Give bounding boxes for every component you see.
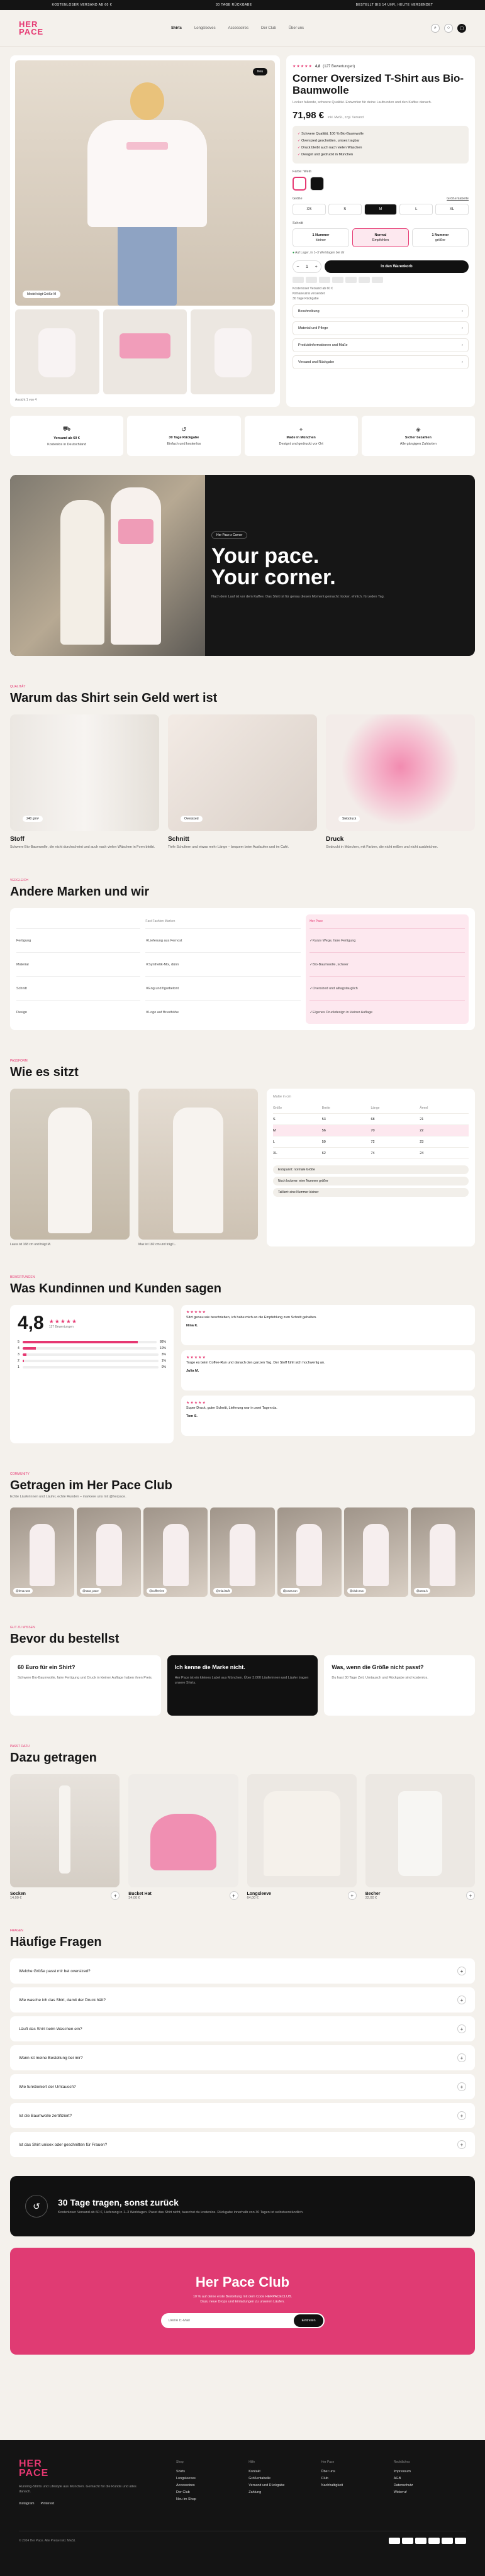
community-photo[interactable]: @club.muc [344,1507,408,1597]
section-title: Warum das Shirt sein Geld wert ist [10,691,218,705]
nav-item-about[interactable]: Über uns [288,26,304,30]
rating-bar: 3 3% [18,1353,166,1357]
faq-item[interactable]: Ist das Shirt unisex oder geschnitten für Frauen? + [10,2132,475,2157]
add-icon[interactable]: + [466,1891,475,1900]
benefit-item: ↺ 30 Tage Rückgabe Einfach und kostenlos [127,416,240,456]
chevron-icon: › [462,309,463,313]
section-kicker: GUT ZU WISSEN [10,1626,35,1629]
benefit-item: ⛟ Versand ab 60 € Kostenlos in Deutschland [10,416,123,456]
review-card: ★★★★★ Trage es beim Coffee-Run und danach den ganzen Tag. Der Stoff fühlt sich hochwertig an. Julia M. [181,1350,475,1391]
payment-icon [372,277,383,283]
join-button[interactable]: Eintreten [294,2314,323,2327]
logo[interactable]: HER PACE [19,19,44,36]
community-gallery [10,1507,475,1597]
minus-icon[interactable]: − [296,264,299,269]
stock-note: ● Auf Lager, in 1–3 Werktagen bei dir [293,251,345,255]
returns-banner: ↺ 30 Tage tragen, sonst zurück Kostenloser Versand ab 60 €, Lieferung in 1–3 Werktagen. Passt das Shirt nicht, tauschst du kostenlos. Rückgabe innerhalb von 30 Tagen ist selbstverständlich. [10,2176,475,2236]
section-title: Was Kundinnen und Kunden sagen [10,1282,221,1296]
comparison-table: Fertigung Material Schnitt Design Fast Fashion Marken ✕ Lieferung aus Fernost ✕ Synthetik-Mix, dünn ✕ Eng und figurbetont ✕ Logo auf Brusthöhe Her Pace ✓ Kurze Wege, faire Fertigung ✓ Bio-Baumwolle, schwer ✓ Oversized und alltagstauglich ✓ Eigenes Druckdesign in kleiner Auflage [10,908,475,1030]
thumbnail[interactable] [103,309,187,394]
size-option[interactable]: S [328,204,362,215]
size-option[interactable]: XS [293,204,326,215]
return-icon: ↺ [25,2195,48,2218]
rating-bar: 4 10% [18,1346,166,1350]
section-kicker: PASSFORM [10,1059,28,1063]
chevron-icon: › [462,360,463,364]
community-photo[interactable]: @sara_pace [77,1507,141,1597]
product-card[interactable]: Bucket Hat 34,00 € + [128,1774,238,1900]
announcement-bar [0,0,485,10]
hero-title: Your pace. Your corner. [211,544,336,589]
accordion-shipping[interactable]: Versand und Rückgabe › [293,355,469,369]
fit-option[interactable]: 1 Nummer größer [412,228,469,247]
objection-card: Ich kenne die Marke nicht. Her Pace ist ein kleines Label aus München. Über 3.000 Läuferinnen und Läufer tragen unsere Shirts. [167,1655,318,1716]
fit-label: Schnitt [293,221,303,225]
user-icon[interactable]: ○ [444,24,453,33]
site-footer: HER PACE Running-Shirts und Lifestyle aus München. Gemacht für die Runde und alles danach. Instagram Pinterest Shop Shirts Longsleeves Accessoires Der Club Neu im Shop Hilfe Kontakt Größentabelle Versand und Rückgabe Zahlung Her Pace Über uns Club Nachhaltigkeit Rechtliches Impressum AGB Datenschutz Widerruf © 2024 Her Pace. Alle Preise inkl. MwSt. [0,2440,485,2576]
faq-item[interactable]: Welche Größe passt mir bei oversized? + [10,1958,475,1984]
color-label: Farbe: Weiß [293,170,312,174]
section-kicker: BEWERTUNGEN [10,1275,35,1279]
plus-icon: + [457,2053,466,2062]
brand-hero [10,475,475,656]
section-title: Dazu getragen [10,1751,97,1765]
feature-list: ✓ Schwere Qualität, 100 % Bio-Baumwolle ✓ Oversized geschnitten, unisex tragbar ✓ Druck bleibt auch nach vielen Wäschen ✓ Designt und gedruckt in München [293,126,469,164]
product-gallery [10,55,280,407]
community-photo[interactable]: @mia.läuft [210,1507,274,1597]
fit-photo: Laura ist 168 cm und trägt M. [10,1089,130,1246]
newsletter-signup: Her Pace Club 10 % auf deine erste Bestellung mit dem Code HERPACECLUB. Dazu neue Drops und Einladungen zu unseren Läufen. Deine E-Mail Eintreten [10,2248,475,2355]
hero-image [10,475,205,656]
benefit-item: ⌖ Made in München Designt und gedruckt vor Ort [245,416,358,456]
review-card: ★★★★★ Sitzt genau wie beschrieben, ich habe mich an die Empfehlung zum Schnitt gehalten. Nina K. [181,1305,475,1345]
plus-icon: + [457,2140,466,2149]
return-icon: ↺ [181,426,187,433]
section-title: Wie es sitzt [10,1065,79,1079]
product-info [286,55,475,407]
size-selector [293,204,469,215]
stars-icon: ★★★★★ [293,65,313,69]
thumbnail[interactable] [191,309,275,394]
quantity-stepper[interactable]: − 1 + [293,260,321,273]
product-card[interactable]: Longsleeve 64,00 € + [247,1774,357,1900]
delivery-notes: Kostenloser Versand ab 60 € Klimaneutral versendet 30 Tage Rückgabe [293,287,333,301]
nav-item-shirts[interactable]: Shirts [170,26,182,30]
section-title: Getragen im Her Pace Club [10,1479,172,1492]
add-icon[interactable]: + [230,1891,238,1900]
rating-bar: 2 1% [18,1359,166,1363]
main-nav [44,26,431,30]
quality-card: 240 g/m² Stoff Schwere Bio-Baumwolle, die nicht durchscheint und auch nach vielen Wäschen in Form bleibt. [10,714,159,850]
thumbnail[interactable] [15,309,99,394]
fit-photo: Max ist 182 cm und trägt L. [138,1089,258,1246]
pinterest-link[interactable]: Pinterest [40,2502,55,2506]
community-photo[interactable]: @jonas.run [277,1507,342,1597]
rating-bar: 1 0% [18,1365,166,1369]
product-section [10,55,475,407]
payment-icon [319,277,330,283]
faq-item[interactable]: Wie wasche ich das Shirt, damit der Druck hält? + [10,1987,475,2012]
search-icon[interactable]: ⌕ [431,24,440,33]
accordion-description[interactable]: Beschreibung › [293,304,469,318]
plus-icon: + [457,2111,466,2120]
size-guide-link[interactable]: Größentabelle [447,197,469,201]
product-card[interactable]: Becher 22,00 € + [365,1774,475,1900]
payment-icon [332,277,343,283]
section-title: Bevor du bestellst [10,1632,120,1646]
instagram-link[interactable]: Instagram [19,2502,35,2506]
announcement-text: KOSTENLOSER VERSAND AB 60 € [52,3,112,7]
faq-item[interactable]: Läuft das Shirt beim Waschen ein? + [10,2016,475,2041]
color-swatch-black[interactable] [310,177,324,191]
plus-icon[interactable]: + [315,264,318,269]
product-price: 71,98 € inkl. MwSt., zzgl. Versand [293,110,364,121]
objection-card: Was, wenn die Größe nicht passt? Du hast 30 Tage Zeit. Umtausch und Rückgabe sind kostenlos. [324,1655,475,1716]
announcement-text: BESTELLT BIS 14 UHR, HEUTE VERSENDET [355,3,433,7]
nav-item-longsleeves[interactable]: Longsleeves [194,26,216,30]
copyright: © 2024 Her Pace. Alle Preise inkl. MwSt. [19,2539,76,2543]
community-photo[interactable]: @anna.k [411,1507,475,1597]
section-kicker: PASST DAZU [10,1745,30,1748]
size-option-selected[interactable]: M [364,204,398,215]
product-subtitle: Locker fallende, schwere Qualität. Entworfen für deine Laufrunden und den Kaffee danach. [293,101,432,104]
product-rating[interactable]: ★★★★★ 4,8 (127 Bewertungen) [293,64,355,69]
objection-card: 60 Euro für ein Shirt? Schwere Bio-Baumwolle, faire Fertigung und Druck in kleiner Auflage haben ihren Preis. [10,1655,161,1716]
plus-icon: + [457,1996,466,2004]
site-header [0,10,485,47]
footer-logo[interactable]: HER PACE [19,2458,49,2479]
size-label: Größe [293,197,303,201]
hero-text: Nach dem Lauf ist vor dem Kaffee. Das Shirt ist für genau diesen Moment gemacht: locker, ehrlich, für jeden Tag. [211,595,385,599]
fit-option[interactable]: 1 Nummer kleiner [293,228,349,247]
shield-icon: ◈ [416,426,421,433]
section-kicker: QUALITÄT [10,685,26,689]
fit-selector [293,228,469,247]
benefit-bar [10,416,475,456]
plus-icon: + [457,1967,466,1975]
chevron-icon: › [462,326,463,330]
product-title: Corner Oversized T-Shirt aus Bio-Baumwolle [293,72,464,96]
rating-bar: 5 86% [18,1340,166,1344]
truck-icon: ⛟ [62,425,71,433]
club-title: Her Pace Club [195,2274,290,2290]
product-card[interactable]: Socken 14,00 € + [10,1774,120,1900]
faq-item[interactable]: Wann ist meine Bestellung bei mir? + [10,2045,475,2070]
payment-icon [293,277,304,283]
size-table: Maße in cm Größe Breite Länge Ärmel S 53 68 21 M 56 70 22 L 59 72 23 XL 62 74 24 Entspannt: normale Größe Noch lockerer: eine Nummer größer Tailliert: eine Nummer kleiner [267,1089,475,1246]
community-photo[interactable]: @lena.runs [10,1507,74,1597]
plus-icon: + [457,2024,466,2033]
nav-item-club[interactable]: Der Club [261,26,276,30]
payment-icon [359,277,370,283]
payment-icons [389,2538,466,2544]
chevron-icon: › [462,343,463,347]
cart-icon[interactable]: ▢ [457,24,466,33]
nav-item-accessoires[interactable]: Accessoires [228,26,248,30]
accordion-material[interactable]: Material und Pflege › [293,321,469,335]
pin-icon: ⌖ [299,426,303,433]
quality-card: Oversized Schnitt Tiefe Schultern und etwas mehr Länge – bequem beim Auslaufen und im Café. [168,714,317,850]
section-kicker: VERGLEICH [10,879,28,882]
rating-summary: 4,8 ★★★★★ 127 Bewertungen 5 86% 4 10% 3 3% 2 1% 1 0% [10,1305,174,1443]
add-icon[interactable]: + [348,1891,357,1900]
benefit-item: ◈ Sicher bezahlen Alle gängigen Zahlarten [362,416,475,456]
section-kicker: FRAGEN [10,1929,23,1933]
faq-item[interactable]: Wie funktioniert der Umtausch? + [10,2074,475,2099]
email-field[interactable] [162,2319,294,2323]
hero-pill: Her Pace x Corner [211,531,247,539]
main-product-image[interactable] [15,60,275,306]
size-option[interactable]: L [399,204,433,215]
payment-icon [306,277,317,283]
faq-list [10,1958,475,2157]
size-option[interactable]: XL [435,204,469,215]
quality-card: Siebdruck Druck Gedruckt in München, mit Farben, die nicht reißen und nicht ausbleichen. [326,714,475,850]
payment-icons [293,277,469,283]
gallery-caption: Ansicht 1 von 4 [15,398,37,402]
payment-icon [345,277,357,283]
faq-item[interactable]: Ist die Baumwolle zertifiziert? + [10,2103,475,2128]
color-swatch-white[interactable] [293,177,306,191]
new-badge: Neu [253,68,267,75]
section-kicker: COMMUNITY [10,1472,30,1476]
community-photo[interactable]: @coffee.km [143,1507,208,1597]
add-icon[interactable]: + [111,1891,120,1900]
accordion-info[interactable]: Produktinformationen und Maße › [293,338,469,352]
review-card: ★★★★★ Super Druck, guter Schnitt, Lieferung war in zwei Tagen da. Tom S. [181,1396,475,1436]
fit-option-selected[interactable]: Normal Empfohlen [352,228,409,247]
model-size-label: Model trägt Größe M [23,291,60,298]
section-subtitle: Echte Läuferinnen und Läufer, echte Runden – markiere uns mit @herpace. [10,1495,126,1499]
section-title: Häufige Fragen [10,1935,102,1949]
plus-icon: + [457,2082,466,2091]
announcement-text: 30 TAGE RÜCKGABE [216,3,252,7]
add-to-cart-button[interactable]: In den Warenkorb [325,260,469,273]
section-title: Andere Marken und wir [10,885,150,899]
